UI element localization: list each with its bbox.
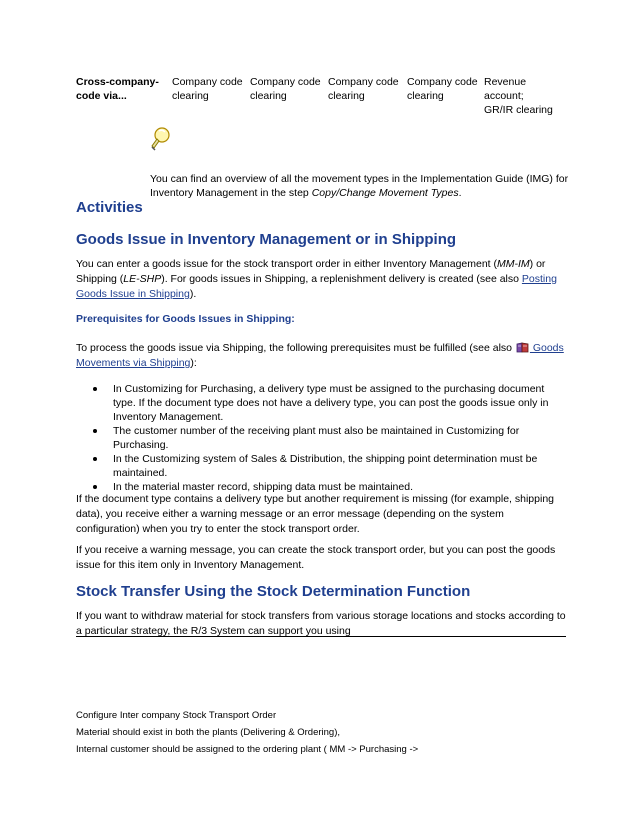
table-cell: Company code clearing xyxy=(328,76,399,102)
text-run-italic: MM-IM xyxy=(497,258,530,270)
link-posting-goods-issue[interactable]: Posting Goods Issue in Shipping xyxy=(76,273,557,300)
text-run: ): xyxy=(190,357,197,369)
footer-note: Configure Inter company Stock Transport Order xyxy=(76,710,277,721)
book-icon xyxy=(516,342,529,353)
bullet-icon xyxy=(93,387,97,391)
table-row xyxy=(76,75,566,117)
tip-text-italic: Copy/Change Movement Types xyxy=(311,186,459,199)
table-cell: Revenue account; GR/IR clearing xyxy=(484,76,553,116)
bullet-icon xyxy=(93,429,97,433)
footer-note: Internal customer should be assigned to the ordering plant ( MM -> Purchasing -> xyxy=(76,744,419,755)
table-cell: Company code clearing xyxy=(250,76,321,102)
heading-stock-transfer: Stock Transfer Using the Stock Determination Function xyxy=(76,583,471,600)
tip-text-part: You can find an overview of all the movement types in the Implementation Guide (IMG) for Inventory Management in the step xyxy=(150,172,569,199)
prerequisites-list xyxy=(76,382,566,494)
footer-note: Material should exist in both the plants (Delivering & Ordering), xyxy=(76,727,341,738)
text-run-italic: LE-SHP xyxy=(123,273,162,285)
list-item-text: In the material master record, shipping data must be maintained. xyxy=(113,481,413,493)
cross-company-table xyxy=(76,75,566,117)
goods-issue-paragraph xyxy=(76,257,566,302)
list-item-text: The customer number of the receiving plant must also be maintained in Customizing for Purchasing. xyxy=(113,425,520,451)
list-item xyxy=(76,452,566,480)
text-run: ) or Shipping ( xyxy=(76,258,546,285)
divider xyxy=(76,636,566,637)
heading-goods-issue: Goods Issue in Inventory Management or in Shipping xyxy=(76,231,457,248)
list-item xyxy=(76,424,566,452)
list-item-text: In Customizing for Purchasing, a delivery type must be assigned to the purchasing document type. If the document type does not have a delivery type, you can post the goods issue only in Inventory Management. xyxy=(113,383,549,423)
bullet-icon xyxy=(93,485,97,489)
prerequisites-heading: Prerequisites for Goods Issues in Shipping: xyxy=(76,313,295,325)
missing-requirement-paragraph: If the document type contains a delivery type but another requirement is missing (for example, shipping data), you receive either a warning message or an error message (depending on the system configuration) when you try to enter the stock transport order. xyxy=(76,493,555,535)
warning-message-paragraph: If you receive a warning message, you can create the stock transport order, but you can post the goods issue for this item only in Inventory Management. xyxy=(76,544,556,571)
table-cell: Cross-company- code via... xyxy=(76,76,159,102)
text-run: ). xyxy=(189,288,197,300)
text-run: You can enter a goods issue for the stock transport order in either Inventory Management ( xyxy=(76,258,498,270)
text-run: To process the goods issue via Shipping, the following prerequisites must be fulfilled (see also xyxy=(76,342,515,354)
stock-transfer-paragraph: If you want to withdraw material for stock transfers from various storage locations and stocks according to a particular strategy, the R/3 System can support you using xyxy=(76,610,566,637)
tip-text xyxy=(150,172,570,200)
list-item xyxy=(76,382,566,424)
prerequisites-paragraph xyxy=(76,341,566,371)
text-run: ). For goods issues in Shipping, a replenishment delivery is created (see also xyxy=(161,273,522,285)
link-goods-movements-via-shipping[interactable]: Goods Movements via Shipping xyxy=(76,342,564,369)
bullet-icon xyxy=(93,457,97,461)
table-cell: Company code clearing xyxy=(407,76,478,102)
heading-activities: Activities xyxy=(76,199,143,216)
lightbulb-icon xyxy=(147,126,173,152)
table-cell: Company code clearing xyxy=(172,76,243,102)
tip-text-part: . xyxy=(458,186,462,199)
list-item-text: In the Customizing system of Sales & Distribution, the shipping point determination must be maintained. xyxy=(113,453,538,479)
